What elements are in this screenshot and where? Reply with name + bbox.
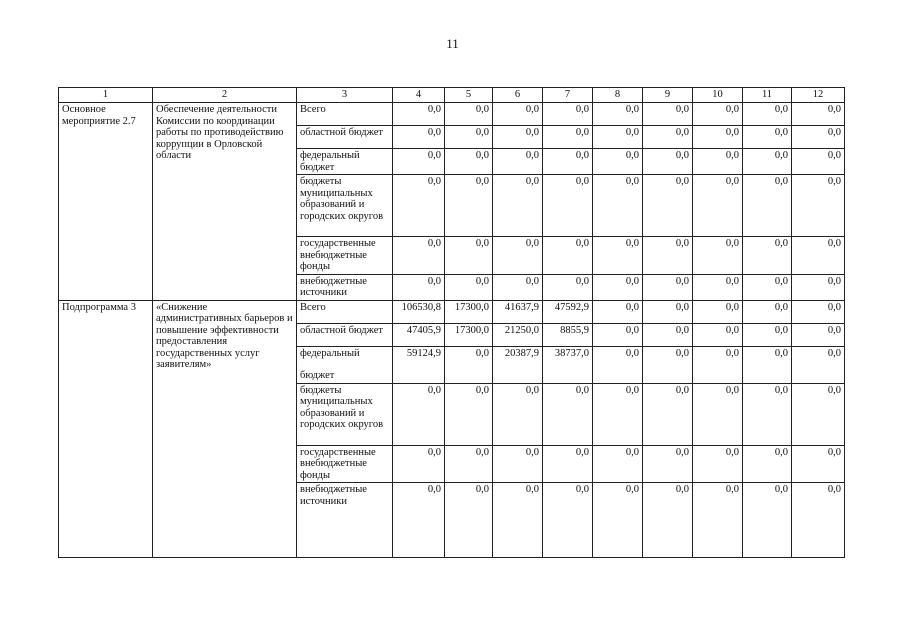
header-cell: 7 bbox=[543, 88, 593, 103]
value-cell: 0,0 bbox=[593, 237, 643, 275]
header-cell: 8 bbox=[593, 88, 643, 103]
value-cell: 0,0 bbox=[493, 103, 543, 126]
value-cell: 0,0 bbox=[593, 149, 643, 175]
activity-name: «Снижение административных барьеров и повышение эффективности предоставления государственных услуг заявителям» bbox=[153, 300, 297, 558]
value-cell: 0,0 bbox=[493, 175, 543, 237]
value-cell: 0,0 bbox=[792, 175, 845, 237]
value-cell: 0,0 bbox=[792, 346, 845, 369]
funding-source: областной бюджет bbox=[297, 323, 393, 346]
value-cell: 0,0 bbox=[393, 175, 445, 237]
value-cell: 0,0 bbox=[593, 383, 643, 445]
activity-name: Обеспечение деятельности Комиссии по координации работы по противодействию коррупции в Орловской области bbox=[153, 103, 297, 301]
value-cell: 0,0 bbox=[643, 445, 693, 483]
value-cell: 0,0 bbox=[445, 445, 493, 483]
value-cell: 59124,9 bbox=[393, 346, 445, 369]
value-cell: 0,0 bbox=[445, 175, 493, 237]
value-cell: 17300,0 bbox=[445, 300, 493, 323]
value-cell: 106530,8 bbox=[393, 300, 445, 323]
header-cell: 2 bbox=[153, 88, 297, 103]
value-cell: 0,0 bbox=[792, 383, 845, 445]
value-cell: 0,0 bbox=[792, 126, 845, 149]
value-cell: 0,0 bbox=[743, 346, 792, 369]
value-cell bbox=[493, 369, 543, 383]
value-cell: 0,0 bbox=[792, 445, 845, 483]
value-cell: 21250,0 bbox=[493, 323, 543, 346]
funding-source: Всего bbox=[297, 103, 393, 126]
value-cell bbox=[445, 369, 493, 383]
value-cell: 0,0 bbox=[693, 445, 743, 483]
value-cell: 0,0 bbox=[743, 483, 792, 558]
value-cell: 0,0 bbox=[743, 323, 792, 346]
value-cell: 0,0 bbox=[693, 149, 743, 175]
value-cell: 8855,9 bbox=[543, 323, 593, 346]
value-cell: 0,0 bbox=[693, 103, 743, 126]
value-cell: 0,0 bbox=[445, 103, 493, 126]
value-cell: 0,0 bbox=[393, 445, 445, 483]
funding-source: государственные внебюджетные фонды bbox=[297, 445, 393, 483]
value-cell: 0,0 bbox=[543, 445, 593, 483]
value-cell: 0,0 bbox=[743, 175, 792, 237]
header-cell: 12 bbox=[792, 88, 845, 103]
header-row bbox=[59, 88, 845, 103]
value-cell: 0,0 bbox=[493, 445, 543, 483]
value-cell: 0,0 bbox=[593, 175, 643, 237]
funding-source: бюджеты муниципальных образований и городских округов bbox=[297, 175, 393, 237]
value-cell: 0,0 bbox=[445, 149, 493, 175]
value-cell: 17300,0 bbox=[445, 323, 493, 346]
value-cell: 0,0 bbox=[493, 126, 543, 149]
value-cell: 0,0 bbox=[643, 175, 693, 237]
value-cell: 0,0 bbox=[493, 237, 543, 275]
value-cell: 0,0 bbox=[693, 383, 743, 445]
value-cell: 38737,0 bbox=[543, 346, 593, 369]
value-cell: 0,0 bbox=[643, 126, 693, 149]
funding-source: внебюджетные источники bbox=[297, 483, 393, 558]
funding-source: бюджеты муниципальных образований и городских округов bbox=[297, 383, 393, 445]
funding-source: внебюджетные источники bbox=[297, 274, 393, 300]
value-cell bbox=[593, 369, 643, 383]
value-cell: 0,0 bbox=[543, 126, 593, 149]
header-cell: 6 bbox=[493, 88, 543, 103]
value-cell: 41637,9 bbox=[493, 300, 543, 323]
value-cell: 0,0 bbox=[445, 274, 493, 300]
funding-source: Всего bbox=[297, 300, 393, 323]
header-cell: 5 bbox=[445, 88, 493, 103]
value-cell: 0,0 bbox=[693, 175, 743, 237]
funding-source: бюджет bbox=[297, 369, 393, 383]
activity-code: Основное мероприятие 2.7 bbox=[59, 103, 153, 301]
value-cell: 0,0 bbox=[445, 237, 493, 275]
value-cell: 0,0 bbox=[593, 274, 643, 300]
value-cell: 0,0 bbox=[543, 383, 593, 445]
value-cell: 0,0 bbox=[445, 483, 493, 558]
value-cell: 0,0 bbox=[493, 149, 543, 175]
value-cell bbox=[393, 369, 445, 383]
value-cell: 0,0 bbox=[693, 346, 743, 369]
value-cell: 0,0 bbox=[593, 126, 643, 149]
value-cell: 0,0 bbox=[593, 483, 643, 558]
value-cell: 0,0 bbox=[493, 274, 543, 300]
value-cell: 0,0 bbox=[743, 237, 792, 275]
value-cell: 0,0 bbox=[643, 103, 693, 126]
value-cell: 0,0 bbox=[445, 383, 493, 445]
value-cell: 0,0 bbox=[543, 483, 593, 558]
value-cell: 0,0 bbox=[393, 126, 445, 149]
funding-source: областной бюджет bbox=[297, 126, 393, 149]
funding-source: федеральный bbox=[297, 346, 393, 369]
header-cell: 3 bbox=[297, 88, 393, 103]
value-cell: 0,0 bbox=[445, 346, 493, 369]
value-cell bbox=[543, 369, 593, 383]
value-cell: 0,0 bbox=[743, 445, 792, 483]
value-cell: 0,0 bbox=[643, 274, 693, 300]
value-cell: 0,0 bbox=[393, 274, 445, 300]
value-cell: 0,0 bbox=[593, 103, 643, 126]
value-cell: 0,0 bbox=[643, 323, 693, 346]
value-cell: 0,0 bbox=[543, 175, 593, 237]
value-cell bbox=[792, 369, 845, 383]
value-cell: 0,0 bbox=[792, 483, 845, 558]
value-cell: 0,0 bbox=[693, 300, 743, 323]
value-cell: 0,0 bbox=[643, 483, 693, 558]
header-cell: 9 bbox=[643, 88, 693, 103]
value-cell: 0,0 bbox=[792, 103, 845, 126]
value-cell: 0,0 bbox=[543, 274, 593, 300]
value-cell: 0,0 bbox=[593, 346, 643, 369]
value-cell: 47405,9 bbox=[393, 323, 445, 346]
value-cell: 0,0 bbox=[445, 126, 493, 149]
header-cell: 10 bbox=[693, 88, 743, 103]
header-cell: 4 bbox=[393, 88, 445, 103]
value-cell: 0,0 bbox=[643, 149, 693, 175]
header-cell: 1 bbox=[59, 88, 153, 103]
value-cell: 0,0 bbox=[693, 323, 743, 346]
value-cell: 0,0 bbox=[593, 323, 643, 346]
funding-source: государственные внебюджетные фонды bbox=[297, 237, 393, 275]
table-row bbox=[59, 300, 845, 323]
value-cell: 0,0 bbox=[743, 149, 792, 175]
value-cell: 0,0 bbox=[743, 383, 792, 445]
table-row bbox=[59, 103, 845, 126]
value-cell: 0,0 bbox=[743, 126, 792, 149]
value-cell: 0,0 bbox=[792, 323, 845, 346]
value-cell: 0,0 bbox=[693, 274, 743, 300]
value-cell bbox=[743, 369, 792, 383]
value-cell: 0,0 bbox=[393, 237, 445, 275]
value-cell: 0,0 bbox=[643, 383, 693, 445]
value-cell: 0,0 bbox=[393, 103, 445, 126]
page-number: 11 bbox=[446, 36, 459, 51]
value-cell: 47592,9 bbox=[543, 300, 593, 323]
activity-code: Подпрограмма 3 bbox=[59, 300, 153, 558]
value-cell: 0,0 bbox=[493, 483, 543, 558]
value-cell: 0,0 bbox=[792, 300, 845, 323]
value-cell: 0,0 bbox=[792, 149, 845, 175]
funding-source: федеральный бюджет bbox=[297, 149, 393, 175]
value-cell: 0,0 bbox=[593, 300, 643, 323]
value-cell bbox=[643, 369, 693, 383]
value-cell: 0,0 bbox=[393, 149, 445, 175]
value-cell: 0,0 bbox=[393, 483, 445, 558]
value-cell: 0,0 bbox=[693, 483, 743, 558]
budget-table bbox=[58, 87, 845, 558]
value-cell: 0,0 bbox=[792, 237, 845, 275]
value-cell: 0,0 bbox=[543, 237, 593, 275]
value-cell: 0,0 bbox=[693, 126, 743, 149]
value-cell: 0,0 bbox=[543, 103, 593, 126]
value-cell: 0,0 bbox=[593, 445, 643, 483]
value-cell: 0,0 bbox=[792, 274, 845, 300]
value-cell: 0,0 bbox=[743, 300, 792, 323]
value-cell: 0,0 bbox=[693, 237, 743, 275]
value-cell: 0,0 bbox=[493, 383, 543, 445]
value-cell: 20387,9 bbox=[493, 346, 543, 369]
value-cell: 0,0 bbox=[643, 237, 693, 275]
value-cell: 0,0 bbox=[743, 103, 792, 126]
value-cell: 0,0 bbox=[743, 274, 792, 300]
value-cell: 0,0 bbox=[543, 149, 593, 175]
value-cell: 0,0 bbox=[643, 346, 693, 369]
value-cell: 0,0 bbox=[393, 383, 445, 445]
value-cell: 0,0 bbox=[643, 300, 693, 323]
value-cell bbox=[693, 369, 743, 383]
header-cell: 11 bbox=[743, 88, 792, 103]
